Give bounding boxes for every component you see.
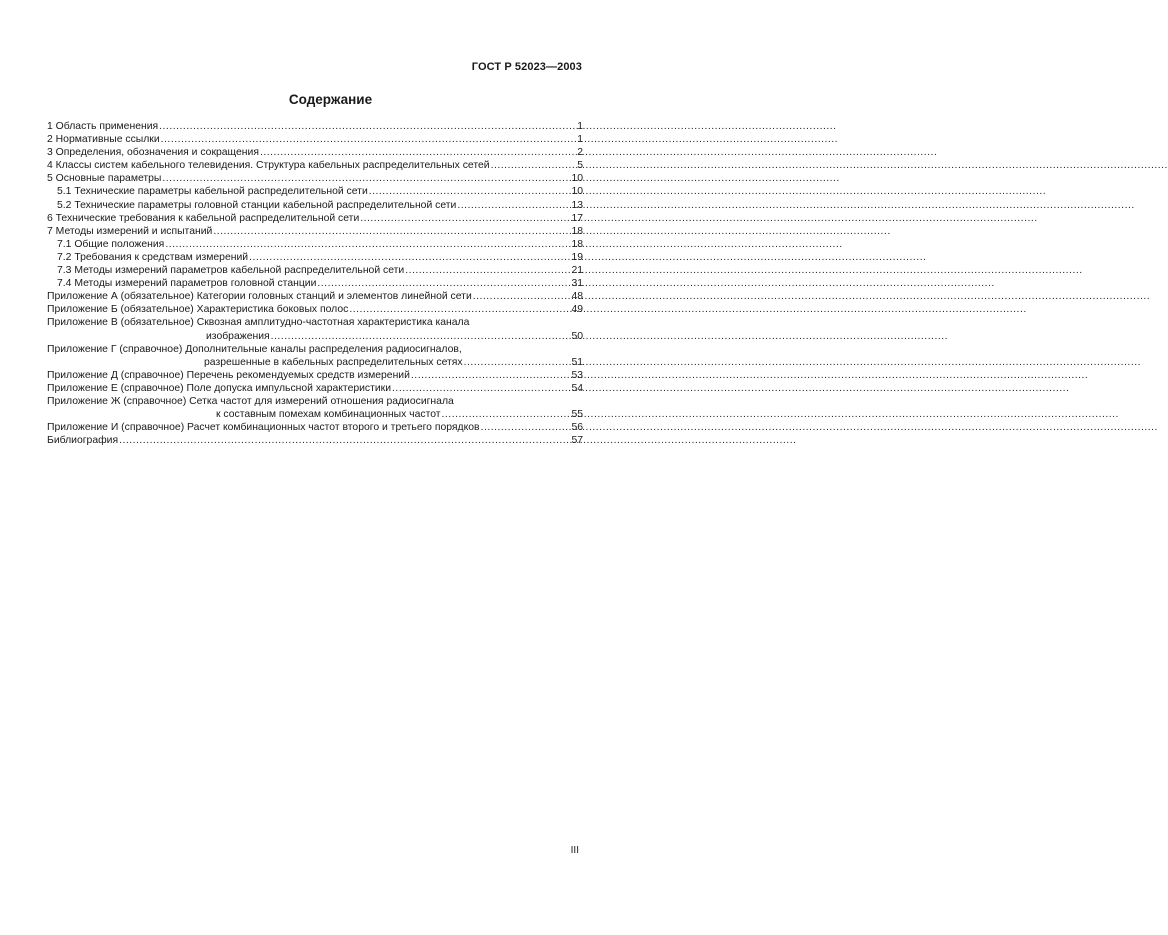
- toc-entry-page: 21: [571, 265, 583, 277]
- toc-entry-title: 5.1 Технические параметры кабельной распределительной сети: [57, 186, 368, 198]
- toc-leader-dots: [369, 185, 571, 198]
- toc-leader-dots: [442, 408, 571, 421]
- toc-entry[interactable]: [47, 382, 583, 395]
- toc-leader-dots: [392, 382, 570, 395]
- toc-entry-title: Приложение Е (справочное) Поле допуска импульсной характеристики: [47, 382, 392, 394]
- page-number: III: [570, 845, 579, 856]
- toc-entry-title: 3 Определения, обозначения и сокращения: [47, 147, 259, 159]
- toc-leader-dots: [349, 303, 570, 316]
- toc-entry-page: 57: [571, 435, 583, 447]
- toc-leader-dots: [457, 199, 570, 212]
- toc-entry-page: 55: [571, 409, 583, 421]
- toc-entry-title: 7 Методы измерений и испытаний: [47, 225, 213, 237]
- toc-entry-title: 5 Основные параметры: [47, 173, 162, 185]
- toc-leader-dots: [213, 225, 570, 238]
- toc-entry[interactable]: [47, 159, 583, 172]
- toc-entry-title: Приложение И (справочное) Расчет комбинационных частот второго и третьего порядков: [47, 422, 480, 434]
- toc-title: Содержание: [288, 92, 373, 107]
- toc-entry[interactable]: [47, 212, 583, 225]
- toc-leader-dots: [162, 172, 570, 185]
- toc-entry-title: Приложение Б (обязательное) Характеристика боковых полос: [47, 304, 349, 316]
- toc-entry-page: 1: [577, 134, 583, 146]
- toc-entry[interactable]: [47, 120, 583, 133]
- toc-entry-page: 54: [571, 382, 583, 394]
- toc-entry-page: 10: [571, 186, 583, 198]
- toc-entry-page: 18: [571, 238, 583, 250]
- toc-entry[interactable]: [47, 369, 583, 382]
- toc-entry[interactable]: [47, 251, 583, 264]
- toc-entry[interactable]: [47, 172, 583, 185]
- toc-entry-page: 19: [571, 251, 583, 263]
- toc-entry-page: 13: [571, 199, 583, 211]
- toc-leader-dots: [481, 421, 571, 434]
- toc-entry[interactable]: [47, 330, 583, 343]
- toc-entry-page: 48: [571, 291, 583, 303]
- toc-leader-dots: [249, 251, 570, 264]
- toc-entry-title: Приложение Д (справочное) Перечень рекомендуемых средств измерений: [47, 369, 410, 381]
- toc-entry[interactable]: [47, 264, 583, 277]
- toc-entry-page: 51: [571, 356, 583, 368]
- toc-entry[interactable]: [47, 133, 583, 146]
- toc-entry[interactable]: [47, 238, 583, 251]
- toc-leader-dots: [464, 356, 571, 369]
- toc-leader-dots: [165, 238, 570, 251]
- toc-entry-title: 7.1 Общие положения: [57, 238, 165, 250]
- toc-entry-title: 1 Область применения: [47, 121, 159, 132]
- toc-leader-dots: [411, 369, 571, 382]
- toc-entry-title: Приложение А (обязательное) Категории головных станций и элементов линейной сети: [47, 291, 472, 303]
- toc-entry-title: 5.2 Технические параметры головной станции кабельной распределительной сети: [57, 199, 457, 211]
- toc-entry[interactable]: [47, 290, 583, 303]
- toc-leader-dots: [159, 120, 576, 133]
- toc-entry-title: 7.4 Методы измерений параметров головной станции: [57, 278, 317, 290]
- toc-entry-title: Библиография: [47, 435, 119, 447]
- toc-entry-page: 49: [571, 304, 583, 316]
- toc-leader-dots: [271, 330, 571, 343]
- toc-entry-title: 4 Классы систем кабельного телевидения. Структура кабельных распределительных сетей: [47, 160, 490, 172]
- toc-entry[interactable]: [47, 185, 583, 198]
- toc-line: Приложение Г (справочное) Дополнительные каналы распределения радиосигналов,: [47, 343, 462, 355]
- toc-entry-page: 53: [571, 369, 583, 381]
- toc-entry-title: 7.3 Методы измерений параметров кабельной распределительной сети: [57, 265, 405, 277]
- toc-entry-page: 1: [577, 121, 583, 132]
- table-of-contents: [47, 120, 583, 447]
- toc-leader-dots: [473, 290, 571, 303]
- toc-entry-title: 7.2 Требования к средствам измерений: [57, 251, 249, 263]
- toc-entry[interactable]: [47, 303, 583, 316]
- toc-entry-page: 10: [571, 173, 583, 185]
- toc-entry[interactable]: [47, 356, 583, 369]
- toc-entry-title: 2 Нормативные ссылки: [47, 134, 160, 146]
- toc-entry-title: разрешенные в кабельных распределительных сетях: [204, 356, 463, 368]
- toc-entry[interactable]: [47, 277, 583, 290]
- toc-leader-dots: [405, 264, 570, 277]
- toc-entry-page: 2: [577, 147, 583, 159]
- toc-leader-dots: [360, 212, 570, 225]
- toc-entry-title: 6 Технические требования к кабельной распределительной сети: [47, 212, 360, 224]
- toc-line: Приложение В (обязательное) Сквозная амплитудно-частотная характеристика канала: [47, 317, 470, 329]
- toc-leader-dots: [491, 159, 577, 172]
- toc-entry[interactable]: [47, 199, 583, 212]
- toc-leader-dots: [119, 434, 570, 447]
- toc-entry-page: 17: [571, 212, 583, 224]
- toc-entry[interactable]: [47, 408, 583, 421]
- toc-entry-page: 50: [571, 330, 583, 342]
- toc-leader-dots: [260, 146, 576, 159]
- toc-entry[interactable]: [47, 146, 583, 159]
- toc-entry[interactable]: [47, 434, 583, 447]
- toc-entry[interactable]: [47, 421, 583, 434]
- toc-line: Приложение Ж (справочное) Сетка частот для измерений отношения радиосигнала: [47, 395, 454, 407]
- toc-entry-title: изображения: [206, 330, 270, 342]
- toc-entry-page: 5: [577, 160, 583, 172]
- toc-entry-title: к составным помехам комбинационных частот: [216, 409, 441, 421]
- toc-entry-page: 56: [571, 422, 583, 434]
- toc-entry-page: 18: [571, 225, 583, 237]
- toc-entry-page: 31: [571, 278, 583, 290]
- toc-leader-dots: [161, 133, 577, 146]
- document-code: ГОСТ Р 52023—2003: [471, 61, 582, 73]
- toc-entry[interactable]: [47, 225, 583, 238]
- toc-leader-dots: [317, 277, 570, 290]
